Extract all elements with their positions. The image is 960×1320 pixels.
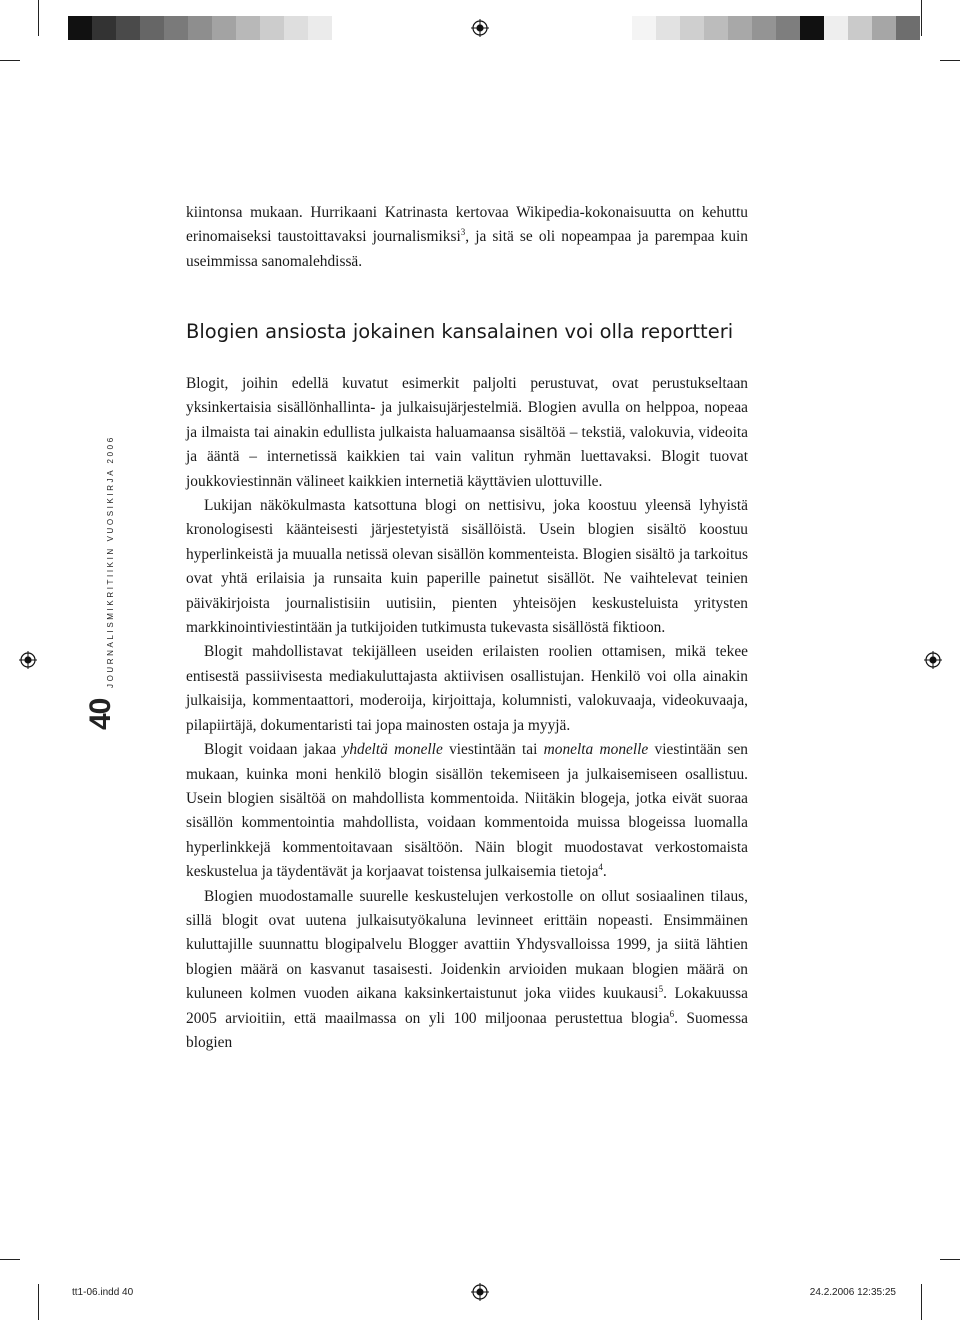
crop-mark — [921, 0, 922, 36]
paragraph: Blogit mahdollistavat tekijälleen useiden erilaisten roolien ottamisen, mikä tekee entisestä passiivisesta mediakuluttajasta aktiivisen osallistujan. Henkilö voi olla ainakin julkaisija, kommentaattori, moderoija, kirjoittaja, kolumnisti, valokuvaaja, videokuvaaja, pilapiirtäjä, dokumentaristi tai jopa mainosten ostaja ja myyjä. — [186, 643, 748, 734]
paragraph: kiintonsa mukaan. Hurrikaani Katrinasta kertovaa Wikipedia-kokonaisuutta on kehuttu erinomaiseksi taustoittavaksi journalismiksi$^3$, ja sitä se oli nopeampaa ja parempaa kuin useimmissa sanomalehdissä. — [186, 204, 748, 270]
color-swatch — [164, 16, 188, 40]
intro-text — [186, 201, 748, 274]
crop-mark — [921, 1284, 922, 1320]
crop-mark — [38, 0, 39, 36]
color-swatch — [92, 16, 116, 40]
section-heading: Blogien ansiosta jokainen kansalainen voi olla reportteri — [186, 320, 734, 343]
color-swatch — [656, 16, 680, 40]
registration-mark-icon — [19, 651, 37, 669]
color-swatch — [632, 16, 656, 40]
color-bar-left — [68, 16, 332, 40]
color-swatch — [896, 16, 920, 40]
crop-mark — [38, 1284, 39, 1320]
body-text — [186, 372, 748, 1055]
registration-mark-icon — [471, 1283, 489, 1301]
crop-mark — [940, 60, 960, 61]
color-swatch — [236, 16, 260, 40]
page-number: 40 — [84, 698, 117, 730]
color-swatch — [800, 16, 824, 40]
crop-mark — [0, 60, 20, 61]
footnote-ref: 3 — [460, 227, 466, 238]
color-swatch — [824, 16, 848, 40]
running-head: JOURNALISMIKRITIIKIN VUOSIKIRJA 2006 — [106, 435, 115, 688]
color-swatch — [776, 16, 800, 40]
color-swatch — [188, 16, 212, 40]
paragraph: Lukijan näkökulmasta katsottuna blogi on nettisivu, joka koostuu yleensä lyhyistä kronologisesti käänteisesti järjestetyistä sisällöistä. Usein blogien sisältö koostuu hyperlinkeistä ja muualla netissä olevan sisällön kommenteista. Blogien sisältö ja tarkoitus ovat yhtä erilaisia ja runsaita kuin paperille painetut sisällöt. Ne vaihtelevat teinien päiväkirjoista journalistisiin uutisiin, pienten yhteisöjen keskusteluista yritysten markkinointiviestintään ja tutkijoiden tutkimusta tukevasta sisällöstä fiktioon. — [186, 497, 748, 637]
footnote-ref: 5 — [658, 984, 664, 995]
registration-mark-icon — [924, 651, 942, 669]
paragraph: Blogit voidaan jakaa yhdeltä monelle viestintään tai monelta monelle viestintään sen mukaan, kuinka moni henkilö blogin sisällön tekemiseen ja julkaisemiseen osallistuu. Usein blogien sisältöä on mahdollista kommentoida. Niitäkin blogeja, jotka eivät suoraa sisällön kommentointia mahdollista, voidaan kommentoida muissa blogeissa luomalla hyperlinkkejä kommentoitavaan sisältöön. Näin blogit muodostavat verkostomaista keskustelua ja täydentävät ja korjaavat toistensa julkaisemia tietoja$^4$. — [186, 741, 748, 881]
color-swatch — [728, 16, 752, 40]
color-swatch — [848, 16, 872, 40]
color-bar-right — [632, 16, 920, 40]
color-swatch — [704, 16, 728, 40]
color-swatch — [260, 16, 284, 40]
color-swatch — [140, 16, 164, 40]
slug-filename: tt1-06.indd 40 — [72, 1287, 134, 1298]
color-swatch — [680, 16, 704, 40]
color-swatch — [284, 16, 308, 40]
registration-mark-icon — [471, 19, 489, 37]
crop-mark — [0, 1259, 20, 1260]
footnote-ref: 4 — [598, 862, 603, 873]
color-swatch — [212, 16, 236, 40]
color-swatch — [116, 16, 140, 40]
paragraph: Blogien muodostamalle suurelle keskustelujen verkostolle on ollut sosiaalinen tilaus, sillä blogit ovat uutena julkaisutyökaluna levinneet erittäin nopeasti. Ensimmäinen kuluttajille suunnattu blogipalvelu Blogger avattiin Yhdysvalloissa 1999, ja siitä lähtien blogien määrä on kasvanut tasaisesti. Joidenkin arvioiden mukaan blogien määrä on kuluneen kolmen vuoden aikana kaksinkertaistunut joka viides kuukausi$^5$. Lokakuussa 2005 arvioitiin, että maailmassa on yli 100 miljoonaa perustettua blogia$^6$. Suomessa blogien — [186, 887, 748, 1051]
color-swatch — [872, 16, 896, 40]
emphasis: yhdeltä monelle — [342, 741, 443, 759]
emphasis: monelta monelle — [543, 741, 649, 759]
crop-mark — [940, 1259, 960, 1260]
footnote-ref: 6 — [669, 1008, 675, 1019]
slug-timestamp: 24.2.2006 12:35:25 — [809, 1287, 896, 1298]
color-swatch — [752, 16, 776, 40]
paragraph: Blogit, joihin edellä kuvatut esimerkit paljolti perustuvat, ovat perustukseltaan yksinkertaisia sisällönhallinta- ja julkaisujärjestelmiä. Blogien avulla on helppoa, nopeaa ja ilmaista tai ainakin edullista julkaista haluamaansa sisältöä – tekstiä, valokuvia, videoita ja ääntä – internetissä kaikkien tai vain valitun ryhmän luettavaksi. Blogit tuovat joukkoviestinnän välineet kaikkien internetiä käyttävien ulottuville. — [186, 375, 748, 490]
color-swatch — [68, 16, 92, 40]
color-swatch — [308, 16, 332, 40]
